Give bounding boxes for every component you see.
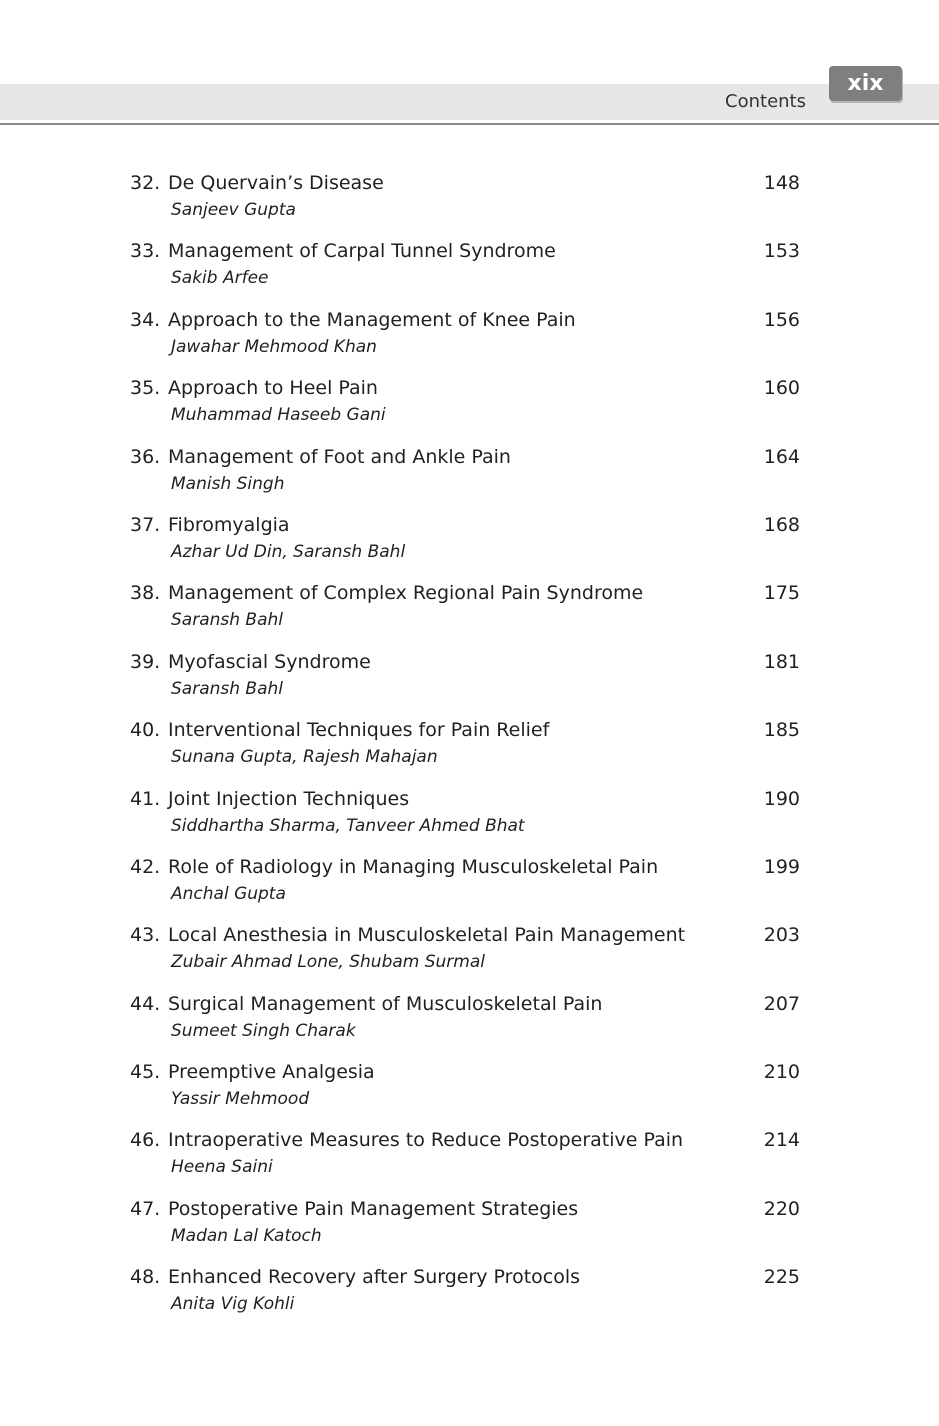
chapter-page-number: 164 [763,445,800,468]
chapter-page-number: 214 [763,1129,800,1152]
toc-entry-line [130,786,802,812]
chapter-number: 37. [130,513,161,536]
toc-entry-line [130,580,802,606]
chapter-title: Interventional Techniques for Pain Relief [168,719,550,742]
chapter-title: Management of Carpal Tunnel Syndrome [168,240,556,263]
chapter-number: 35. [130,377,161,400]
chapter-page-number: 181 [763,650,800,673]
toc-entry[interactable] [130,375,802,443]
chapter-title: Role of Radiology in Managing Musculoskeletal Pain [168,855,659,878]
chapter-page-number: 153 [763,240,800,263]
chapter-page-number: 168 [763,513,800,536]
toc-entry-line [130,375,802,401]
chapter-number: 39. [130,650,161,673]
chapter-authors: Sumeet Singh Charak [171,1020,356,1041]
toc-entry[interactable] [130,580,802,648]
chapter-number: 38. [130,582,161,605]
chapter-page-number: 190 [763,787,800,810]
chapter-number: 34. [130,308,161,331]
chapter-page-number: 156 [763,308,800,331]
chapter-title: Preemptive Analgesia [168,1061,375,1084]
chapter-authors: Madan Lal Katoch [171,1225,322,1246]
chapter-number: 42. [130,855,161,878]
toc-entry-line [130,307,802,333]
header-rule [0,123,939,125]
chapter-number: 41. [130,787,161,810]
toc-entry[interactable] [130,1264,802,1332]
toc-entry[interactable] [130,786,802,854]
chapter-page-number: 210 [763,1061,800,1084]
toc-entry[interactable] [130,991,802,1059]
chapter-title: Management of Complex Regional Pain Syndrome [168,582,644,605]
toc-entry[interactable] [130,922,802,990]
chapter-authors: Yassir Mehmood [171,1089,310,1110]
toc-entry-line [130,1264,802,1290]
chapter-authors: Manish Singh [171,473,285,494]
chapter-number: 43. [130,924,161,947]
chapter-authors: Sanjeev Gupta [171,200,296,220]
chapter-page-number: 148 [763,172,800,194]
toc-entry-line [130,717,802,743]
toc-entry-line [130,444,802,470]
chapter-title: De Quervain’s Disease [168,172,384,194]
toc-entry[interactable] [130,1059,802,1127]
chapter-page-number: 207 [763,992,800,1015]
toc-entry-line [130,170,802,196]
chapter-title: Approach to the Management of Knee Pain [168,308,576,331]
chapter-title: Surgical Management of Musculoskeletal Pain [168,992,603,1015]
toc-entry[interactable] [130,238,802,306]
toc-entry[interactable] [130,717,802,785]
chapter-authors: Siddhartha Sharma, Tanveer Ahmed Bhat [171,815,525,836]
toc-entry[interactable] [130,512,802,580]
chapter-number: 44. [130,992,161,1015]
chapter-authors: Heena Saini [171,1157,273,1178]
toc-entry-line [130,854,802,880]
chapter-title: Joint Injection Techniques [168,787,410,810]
chapter-authors: Azhar Ud Din, Saransh Bahl [171,541,406,562]
chapter-number: 45. [130,1061,161,1084]
chapter-title: Local Anesthesia in Musculoskeletal Pain Management [168,924,686,947]
chapter-authors: Jawahar Mehmood Khan [171,336,377,357]
chapter-number: 48. [130,1266,161,1289]
chapter-title: Fibromyalgia [168,513,290,536]
chapter-authors: Sakib Arfee [171,268,269,289]
chapter-number: 32. [130,172,161,194]
toc-entry[interactable] [130,854,802,922]
running-head: Contents [725,91,806,112]
chapter-authors: Anchal Gupta [171,883,286,904]
chapter-authors: Anita Vig Kohli [171,1294,295,1315]
toc-entry-line [130,1127,802,1153]
toc-entry-line [130,1196,802,1222]
table-of-contents [130,170,802,1333]
chapter-page-number: 199 [763,855,800,878]
chapter-page-number: 225 [763,1266,800,1289]
chapter-title: Postoperative Pain Management Strategies [168,1197,579,1220]
chapter-authors: Sunana Gupta, Rajesh Mahajan [171,747,438,768]
toc-entry[interactable] [130,1127,802,1195]
toc-entry-line [130,512,802,538]
chapter-title: Management of Foot and Ankle Pain [168,445,511,468]
toc-entry-line [130,1059,802,1085]
page-number-tab: xix [829,66,902,101]
chapter-number: 36. [130,445,161,468]
toc-entry-line [130,991,802,1017]
chapter-authors: Saransh Bahl [171,610,284,631]
chapter-authors: Saransh Bahl [171,678,284,699]
toc-entry-line [130,649,802,675]
toc-entry[interactable] [130,307,802,375]
chapter-page-number: 185 [763,719,800,742]
chapter-title: Myofascial Syndrome [168,650,371,673]
chapter-page-number: 203 [763,924,800,947]
toc-entry[interactable] [130,649,802,717]
chapter-page-number: 175 [763,582,800,605]
chapter-authors: Zubair Ahmad Lone, Shubam Surmal [171,952,486,973]
chapter-number: 33. [130,240,161,263]
toc-entry[interactable] [130,1196,802,1264]
toc-entry[interactable] [130,444,802,512]
chapter-authors: Muhammad Haseeb Gani [171,405,386,426]
chapter-number: 47. [130,1197,161,1220]
chapter-page-number: 220 [763,1197,800,1220]
chapter-title: Approach to Heel Pain [168,377,378,400]
toc-entry-line [130,238,802,264]
toc-entry-line [130,922,802,948]
chapter-number: 46. [130,1129,161,1152]
toc-entry[interactable] [130,170,802,238]
chapter-title: Enhanced Recovery after Surgery Protocols [168,1266,581,1289]
chapter-page-number: 160 [763,377,800,400]
chapter-title: Intraoperative Measures to Reduce Postoperative Pain [168,1129,684,1152]
chapter-number: 40. [130,719,161,742]
